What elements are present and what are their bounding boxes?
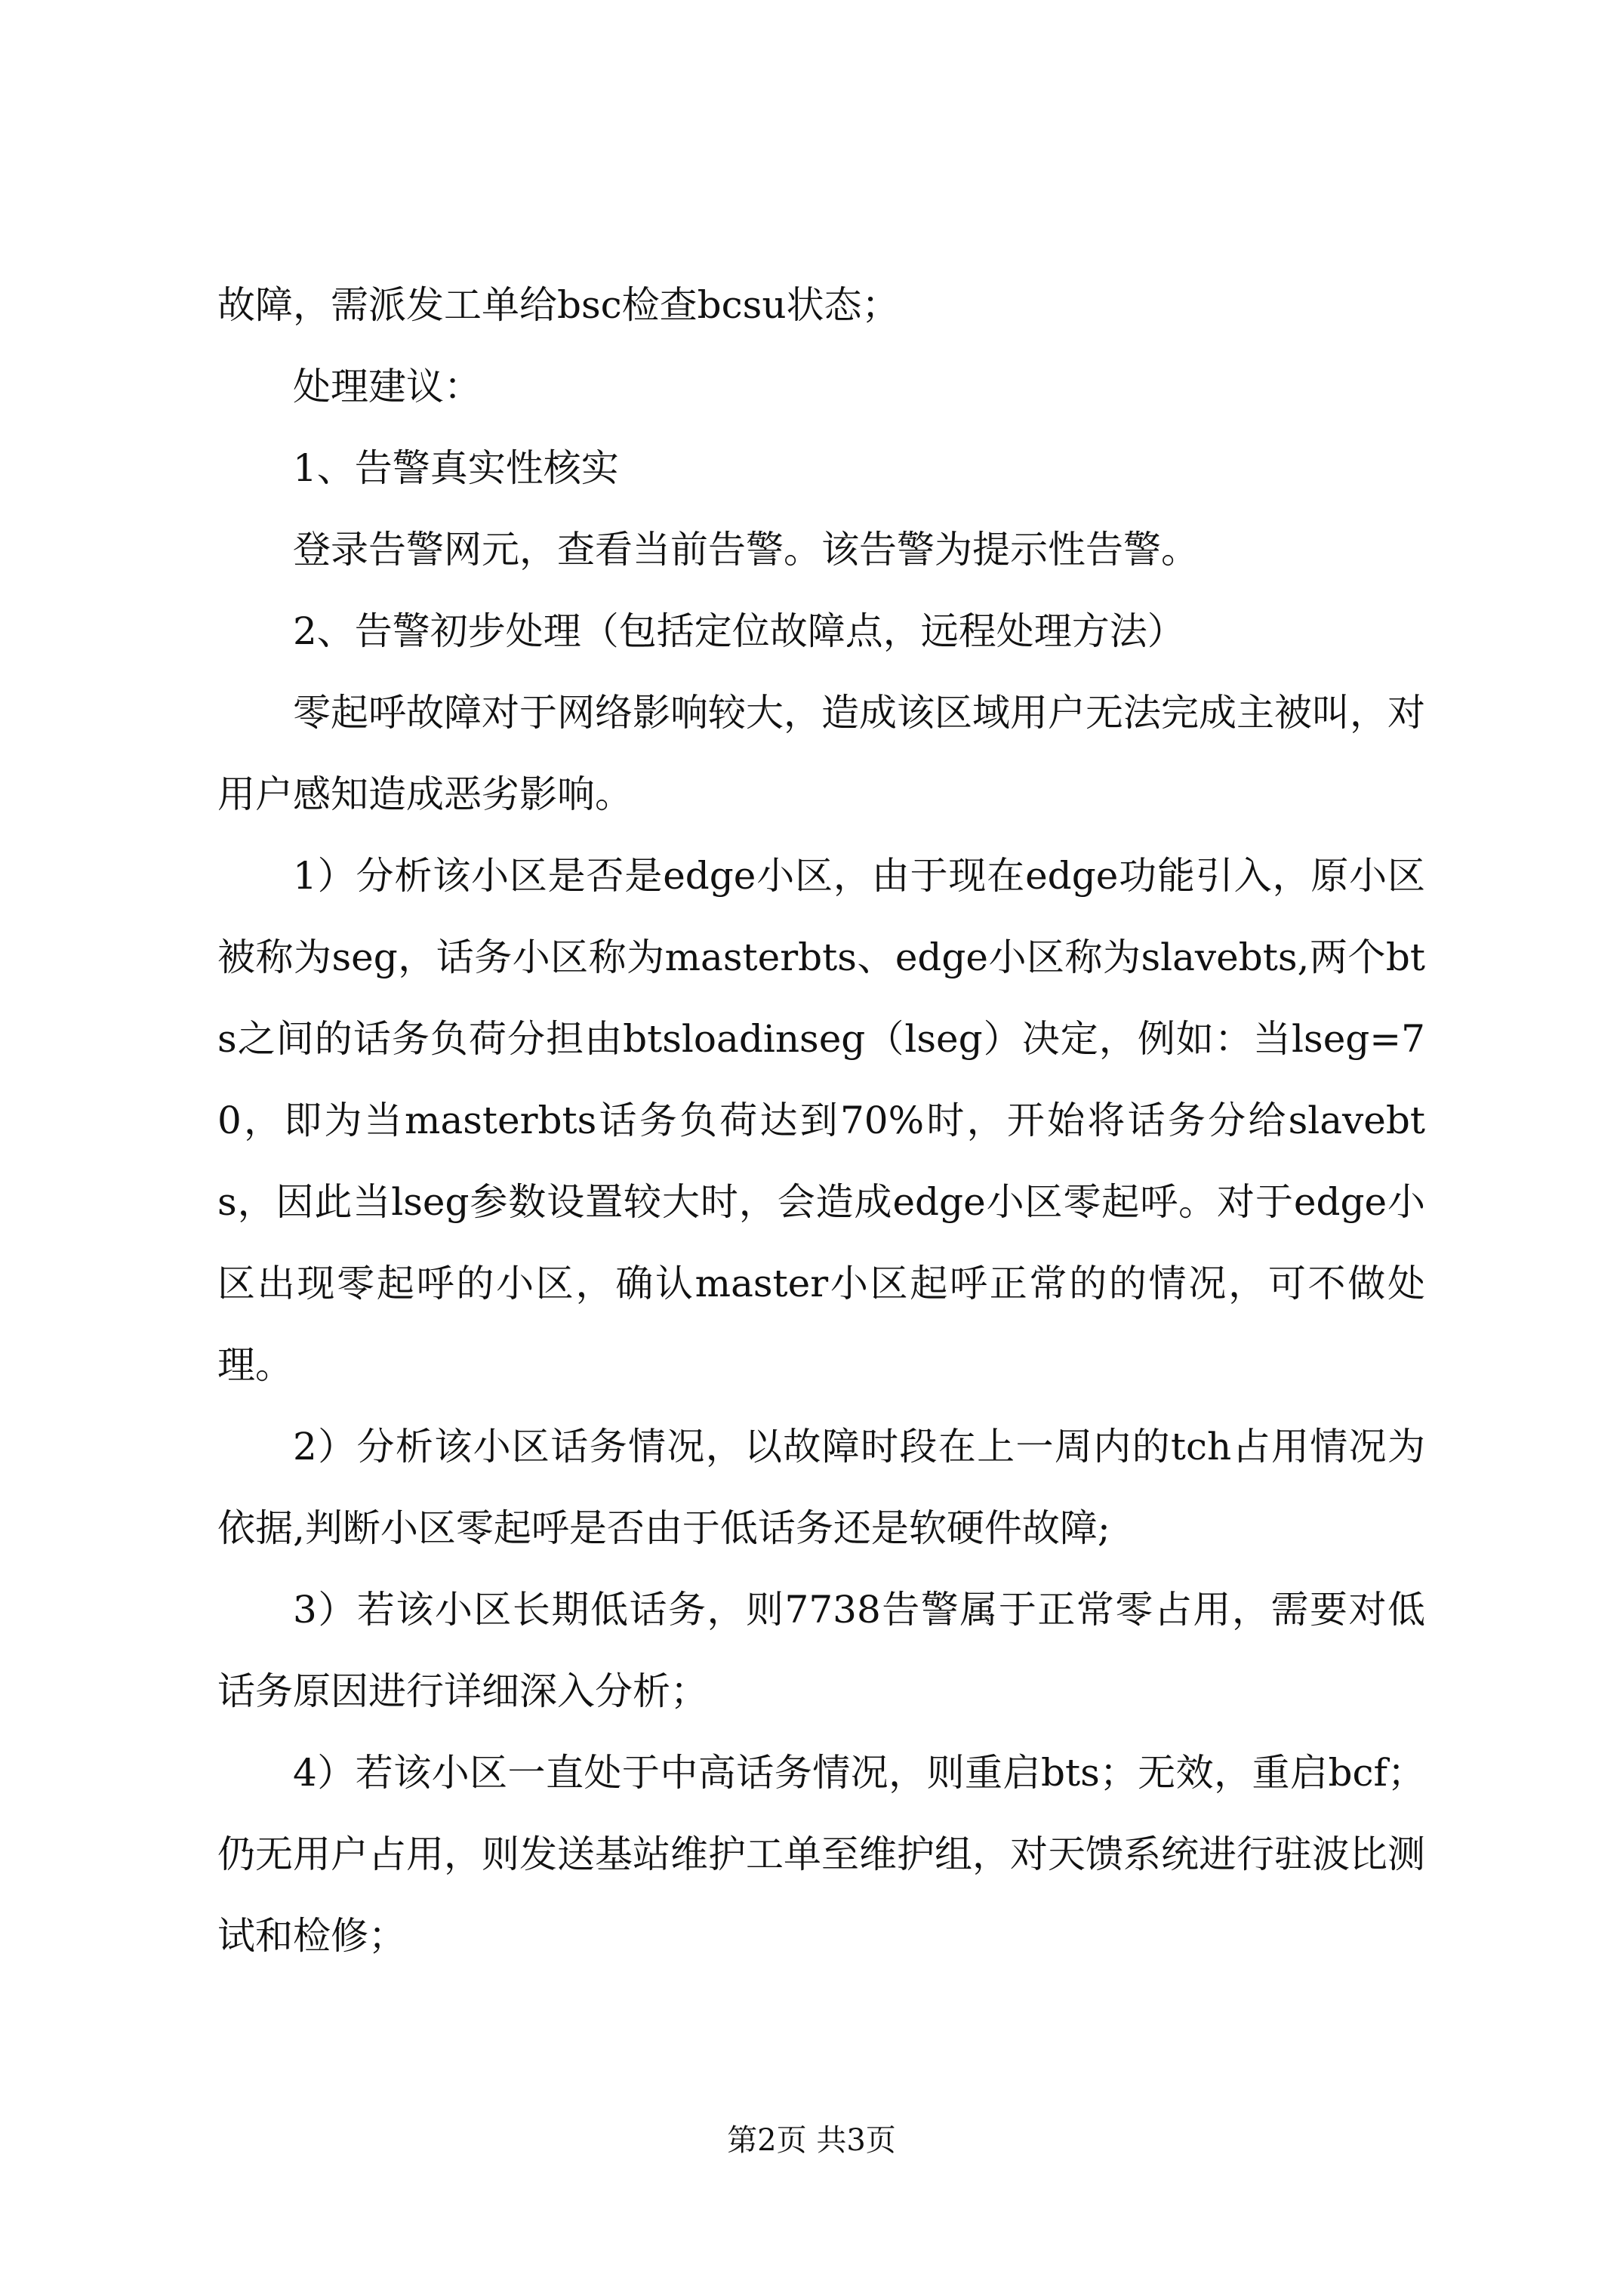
paragraph-item-3: 3）若该小区长期低话务，则7738告警属于正常零占用，需要对低话务原因进行详细深入分析；	[217, 1588, 1425, 1713]
paragraph-impact: 零起呼故障对于网络影响较大，造成该区域用户无法完成主被叫，对用户感知造成恶劣影响。	[217, 691, 1425, 816]
paragraph-item-1: 1）分析该小区是否是edge小区，由于现在edge功能引入，原小区被称为seg，话务小区称为masterbts、edge小区称为slavebts,两个bts之间的话务负荷分担由btsloadinseg（lseg）决定，例如：当lseg=70，即为当masterbts话务负荷达到70%时，开始将话务分给slavebts，因此当lseg参数设置较大时，会造成edge小区零起呼。对于edge小区出现零起呼的小区，确认master小区起呼正常的的情况，可不做处理。	[217, 854, 1425, 1387]
paragraph-step-1: 1、告警真实性核实	[293, 446, 619, 490]
paragraph-item-4: 4）若该小区一直处于中高话务情况，则重启bts；无效，重启bcf；仍无用户占用，则发送基站维护工单至维护组，对天馈系统进行驻波比测试和检修；	[217, 1751, 1425, 1958]
paragraph-item-2: 2）分析该小区话务情况，以故障时段在上一周内的tch占用情况为依据,判断小区零起呼是否由于低话务还是软硬件故障;	[217, 1425, 1425, 1550]
paragraph-step-1-detail: 登录告警网元，查看当前告警。该告警为提示性告警。	[293, 528, 1199, 572]
paragraph-continued: 故障，需派发工单给bsc检查bcsu状态；	[217, 283, 900, 327]
paragraph-step-2: 2、告警初步处理（包括定位故障点，远程处理方法）	[293, 609, 1185, 653]
document-body	[217, 264, 1425, 1977]
page-footer: 第2页 共3页	[727, 2123, 896, 2158]
paragraph-heading-suggestions: 处理建议：	[293, 365, 482, 408]
